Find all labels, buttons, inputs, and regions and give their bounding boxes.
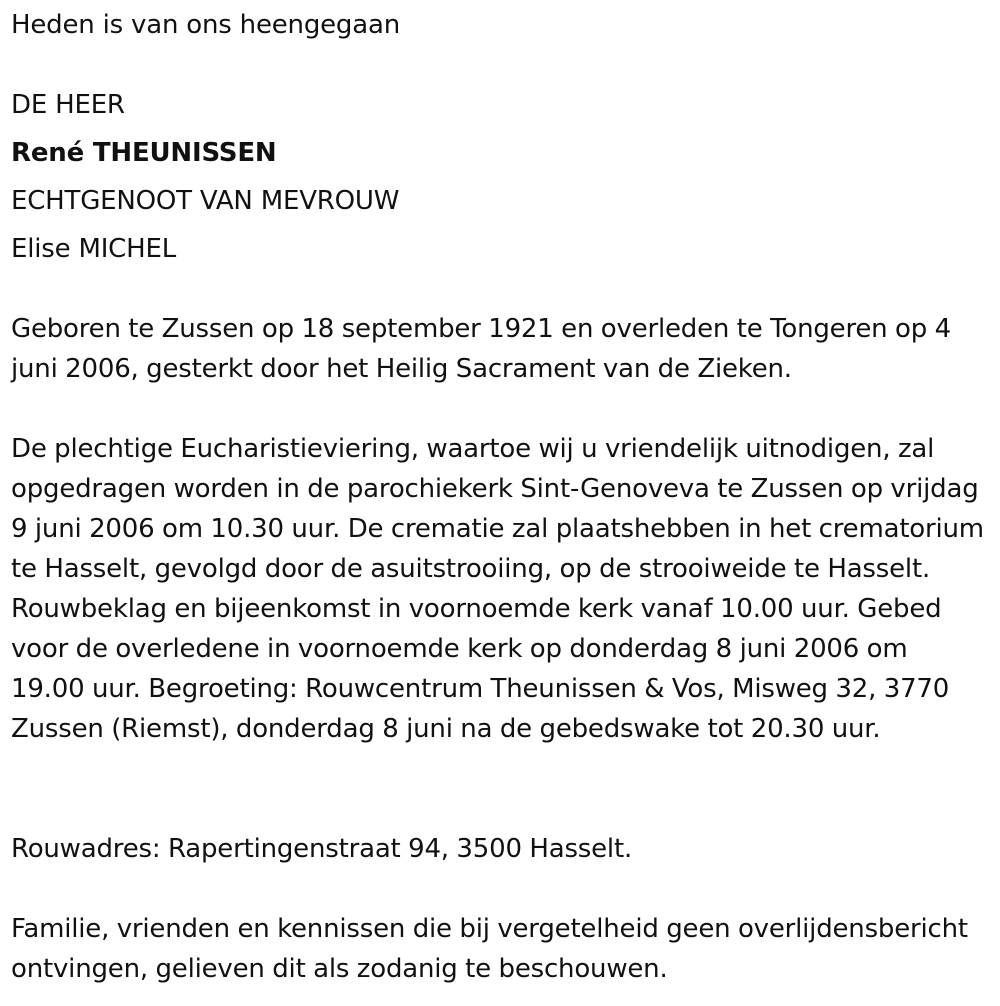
family-note-paragraph: Familie, vrienden en kennissen die bij vergetelheid geen overlijdensbericht ontvingen, gelieven dit als zodanig te beschouwen.	[11, 914, 968, 984]
spouse-label: ECHTGENOOT VAN MEVROUW	[11, 186, 400, 216]
address-paragraph: Rouwadres: Rapertingenstraat 94, 3500 Hasselt.	[11, 834, 633, 864]
intro-text: Heden is van ons heengegaan	[11, 10, 400, 40]
spouse-name: Elise MICHEL	[11, 234, 177, 264]
deceased-name: René THEUNISSEN	[11, 138, 277, 168]
birth-death-paragraph: Geboren te Zussen op 18 september 1921 en overleden te Tongeren op 4 juni 2006, gesterkt door het Heilig Sacrament van de Zieken.	[11, 314, 951, 384]
title-prefix: DE HEER	[11, 90, 125, 120]
ceremony-paragraph: De plechtige Eucharistieviering, waartoe wij u vriendelijk uitnodigen, zal opgedragen worden in de parochiekerk Sint-Genoveva te Zussen op vrijdag 9 juni 2006 om 10.30 uur. De crematie zal plaatshebben in het crematorium te Hasselt, gevolgd door de asuitstrooiing, op de strooiweide te Hasselt. Rouwbeklag en bijeenkomst in voornoemde kerk vanaf 10.00 uur. Gebed voor de overledene in voornoemde kerk op donderdag 8 juni 2006 om 19.00 uur. Begroeting: Rouwcentrum Theunissen & Vos, Misweg 32, 3770 Zussen (Riemst), donderdag 8 juni na de gebedswake tot 20.30 uur.	[11, 434, 984, 744]
